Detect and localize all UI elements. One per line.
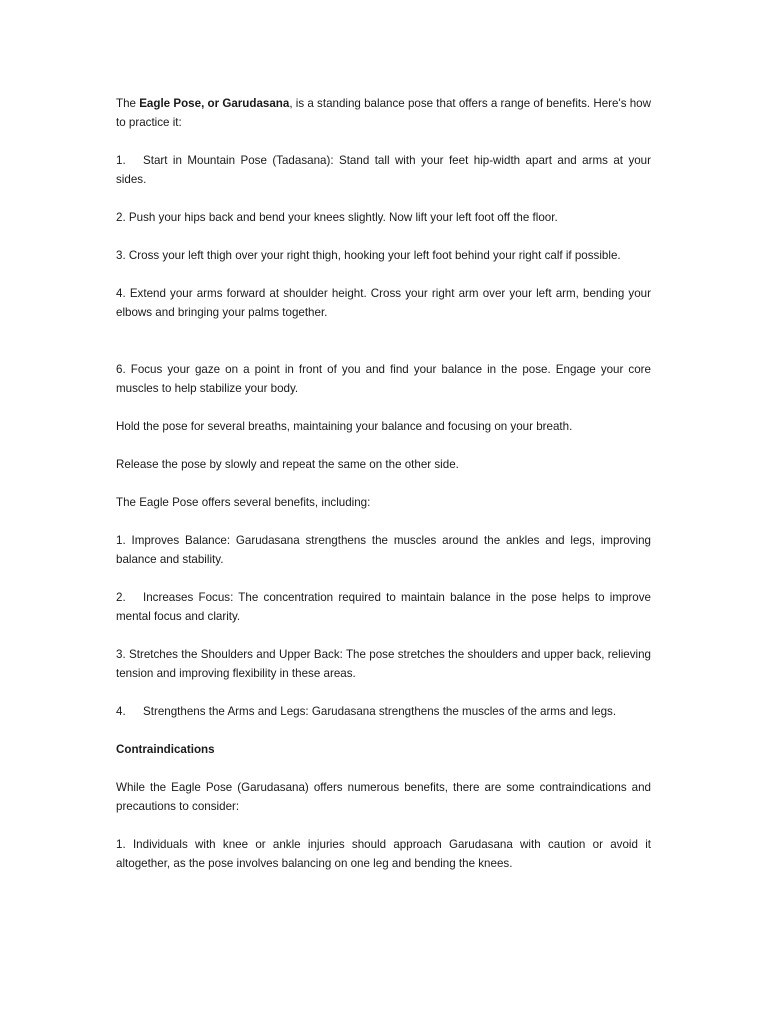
document-page [116, 94, 651, 892]
step-text: Extend your arms forward at shoulder height. Cross your right arm over your left arm, bending your elbows and bringing your palms together. [116, 287, 651, 319]
benefit-item [116, 645, 651, 683]
intro-pose-name: Eagle Pose, or Garudasana [139, 97, 290, 110]
benefits-intro: The Eagle Pose offers several benefits, including: [116, 496, 371, 509]
release-paragraph: Release the pose by slowly and repeat the same on the other side. [116, 458, 459, 471]
step-item [116, 284, 651, 322]
benefit-text: Strengthens the Arms and Legs: Garudasana strengthens the muscles of the arms and legs. [143, 705, 617, 718]
step-text: Start in Mountain Pose (Tadasana): Stand tall with your feet hip-width apart and arms at your sides. [116, 154, 651, 186]
hold-paragraph: Hold the pose for several breaths, maintaining your balance and focusing on your breath. [116, 420, 573, 433]
step-item [116, 208, 651, 227]
intro-prefix: The [116, 97, 140, 110]
benefit-item [116, 702, 651, 721]
step-text: Push your hips back and bend your knees slightly. Now lift your left foot off the floor. [128, 211, 558, 224]
benefit-text: Stretches the Shoulders and Upper Back: The pose stretches the shoulders and upper back, relieving tension and improving flexibility in these areas. [116, 648, 651, 680]
step-item [116, 360, 651, 398]
step-number: 3. [116, 249, 126, 262]
benefit-item [116, 588, 651, 626]
step-text: Focus your gaze on a point in front of you and find your balance in the pose. Engage your core muscles to help stabilize your body. [116, 363, 651, 395]
benefit-text: Increases Focus: The concentration required to maintain balance in the pose helps to improve mental focus and clarity. [116, 591, 651, 623]
step-item [116, 151, 651, 189]
benefit-item [116, 531, 651, 569]
intro-suffix: , is a standing balance pose that offers a range of benefits. Here's how to practice it: [116, 97, 651, 129]
contraindication-item [116, 835, 651, 873]
contraindications-intro: While the Eagle Pose (Garudasana) offers numerous benefits, there are some contraindications and precautions to consider: [116, 781, 651, 813]
step-text: Cross your left thigh over your right thigh, hooking your left foot behind your right calf if possible. [128, 249, 621, 262]
benefit-number: 1. [116, 534, 126, 547]
intro-paragraph [116, 94, 651, 132]
contraindications-heading: Contraindications [116, 743, 215, 756]
step-number: 4. [116, 287, 126, 300]
benefit-text: Improves Balance: Garudasana strengthens the muscles around the ankles and legs, improving balance and stability. [116, 534, 651, 566]
contraindication-text: Individuals with knee or ankle injuries should approach Garudasana with caution or avoid it altogether, as the pose involves balancing on one leg and bending the knees. [116, 838, 651, 870]
step-number: 1. [116, 154, 126, 167]
benefit-number: 2. [116, 591, 126, 604]
step-number: 2. [116, 211, 126, 224]
step-item [116, 246, 651, 265]
benefit-number: 3. [116, 648, 126, 661]
benefit-number: 4. [116, 705, 126, 718]
step-number: 6. [116, 363, 126, 376]
contraindication-number: 1. [116, 838, 126, 851]
